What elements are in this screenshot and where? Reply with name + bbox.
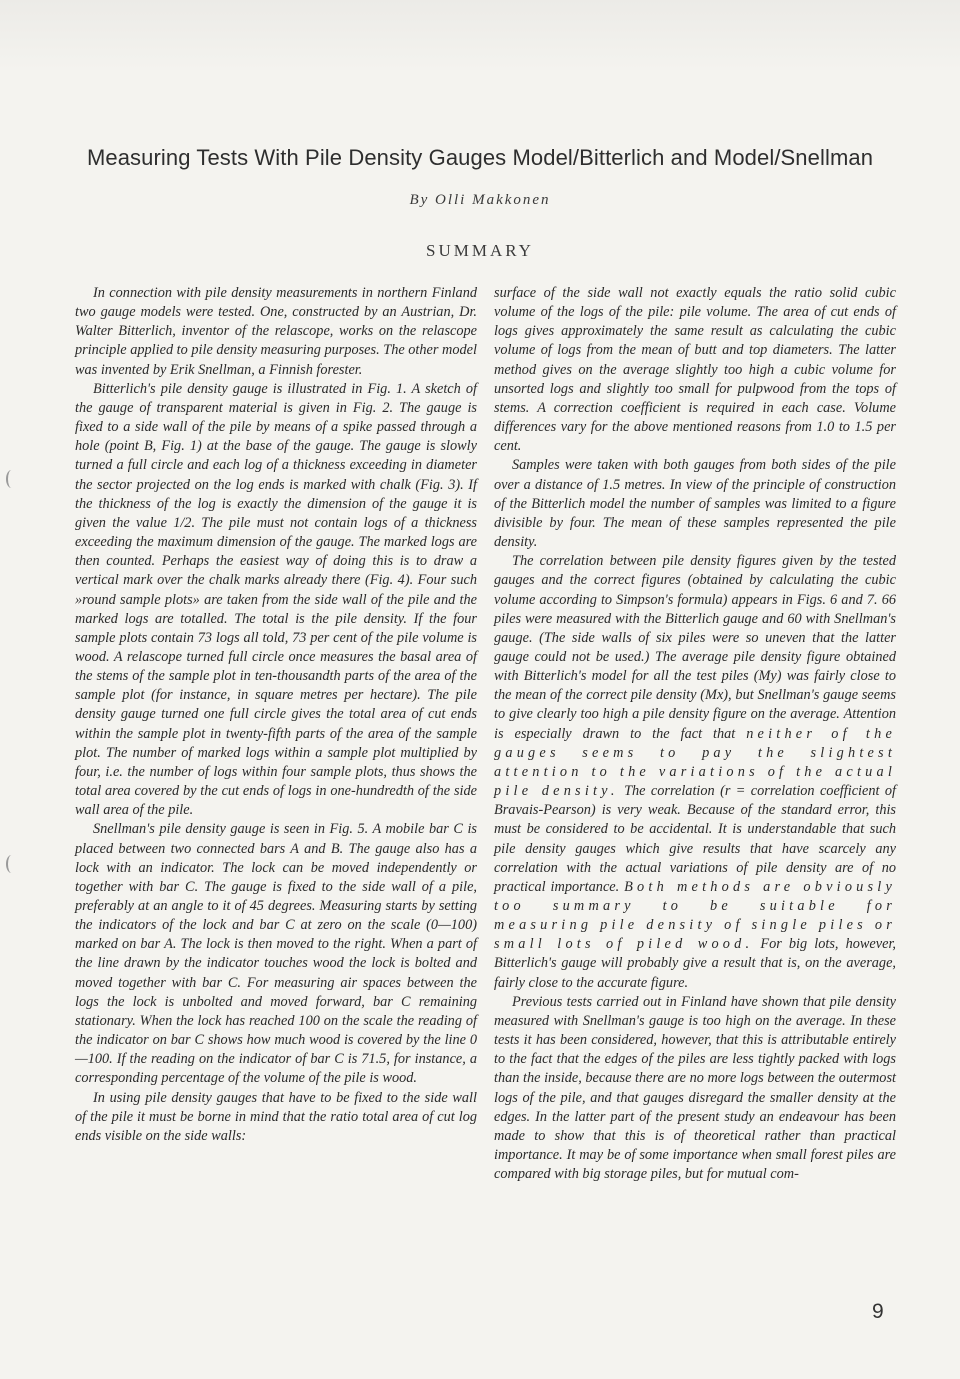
- paragraph: Snellman's pile density gauge is seen in Fig. 5. A mobile bar C is placed between two connected bars A and B. The gauge also has a lock with an indicator. The lock can be moved independently or together with bar C. The gauge is fixed to the side wall of a pile, preferably at an angle to it of 45 degrees. Measuring starts by setting the indicators of the lock and bar C at zero on the scale (0—100) marked on bar A. The lock is then moved to the right. When a part of the line drawn by the indicator touches wood the lock is bolted and moved together with bar C. For measuring air spaces between the logs the lock is unbolted and moved forward, bar C remaining stationary. When the lock has reached 100 on the scale the reading of the indicator on bar C shows how much wood is covered by the line 0—100. If the reading on the indicator of bar C is 71.5, for instance, a corresponding percentage of the volume of the pile is wood.: [75, 821, 477, 1087]
- paragraph: surface of the side wall not exactly equals the ratio solid cubic volume of the logs of the pile: pile volume. The area of cut ends of logs gives approximately the same result as calculating the cubic volume of logs from the mean of butt and top diameters. The latter method gives on the average slightly too high a cubic volume for unsorted logs and slightly too small for pulpwood from the tops of stems. A correction coefficient is required in each case. Volume differences vary for the above mentioned reasons from 1.0 to 1.5 per cent.: [494, 285, 896, 455]
- page-number: 9: [872, 1300, 884, 1323]
- paragraph-text: The correlation (r = correlation coefficient of Bravais-Pearson) is very weak. Because of the standard error, this must be considered to be accidental. It is understandable that such pile density gauges which give results that have scarcely any correlation with the actual variations of pile density are of no practical importance.: [494, 783, 896, 895]
- right-column: [494, 284, 896, 1184]
- binding-hole-mark: [6, 855, 17, 873]
- paragraph: Bitterlich's pile density gauge is illustrated in Fig. 1. A sketch of the gauge of transparent material is given in Fig. 2. The gauge is fixed to a side wall of the pile by means of a spike passed through a hole (point B, Fig. 1) at the base of the gauge. The gauge is slowly turned a full circle and each log of a thickness exceeding in diameter the sector projected on the log ends is marked with chalk (Fig. 3). If the thickness of the log is exactly the dimension of the gauge it is given the value 1/2. The pile must not contain logs of a thickness exceeding the maximum dimension of the gauge. The marked logs are then counted. Perhaps the easiest way of doing this is to draw a vertical mark over the chalk marks already there (Fig. 4). Four such »round sample plots» are taken from the side wall of the pile and the marked logs are totalled. The total is the pile density. If the four sample plots contain 73 logs all told, 73 per cent of the pile volume is wood. A relascope turned full circle once measures the basal area of the stems of the sample plot in ten-thousandth parts of the area of the sample plot (for instance, in square metres per hectare). The pile density gauge turned one full circle gives the total area of cut ends within the sample plot in twenty-fifth parts of the area of the sample plot. The number of marked logs within a sample plot multiplied by four, i.e. the number of logs within four sample plots, thus shows the total area covered by the cut ends of logs in one-hundredth of the side wall area of the pile.: [75, 380, 477, 819]
- binding-hole-mark: [6, 470, 17, 488]
- paragraph: In connection with pile density measurements in northern Finland two gauge models were tested. One, constructed by an Austrian, Dr. Walter Bitterlich, inventor of the relascope, works on the relascope principle applied to pile density measuring purposes. The other model was invented by Erik Snellman, a Finnish forester.: [75, 285, 477, 378]
- paragraph: Previous tests carried out in Finland have shown that pile density measured with Snellman's gauge is too high on the average. In these tests it has been considered, however, that this is attributable entirely to the fact that the edges of the piles are less tightly packed with logs than the inside, because there are no more logs between the outermost logs of the pile, and that gauges disregard the smaller density at the edges. In the latter part of the present study an endeavour has been made to show that this is of theoretical rather than practical importance. It may be of some importance when small forest piles are compared with big storage piles, but for mutual com-: [494, 993, 896, 1183]
- emphasized-text: Both methods are obviously too summary to be suitable for measuring pile density of single piles or small lots of piled wood.: [494, 878, 896, 953]
- scan-top-band: [0, 0, 960, 70]
- paragraph: In using pile density gauges that have to be fixed to the side wall of the pile it must be borne in mind that the ratio total area of cut log ends visible on the side walls:: [75, 1089, 477, 1144]
- paragraph-text: For big lots, however, Bitterlich's gauge will probably give a result that is, on the average, fairly close to the accurate figure.: [494, 936, 896, 991]
- left-column: [75, 284, 477, 1146]
- paragraph: Samples were taken with both gauges from both sides of the pile over a distance of 1.5 metres. In view of the principle of construction of the Bitterlich model the number of samples was limited to a figure divisible by four. The mean of these samples represented the pile density.: [494, 457, 896, 551]
- summary-heading: SUMMARY: [426, 241, 534, 260]
- paragraph-text: The correlation between pile density figures given by the tested gauges and the correct figures (obtained by calculating the cubic volume according to Simpson's formula) appears in Figs. 6 and 7. 66 piles were measured with the Bitterlich gauge and 60 with Snellman's gauge. (The side walls of six piles were so uneven that the latter gauge could not be used.) The average pile density figure obtained with Bitterlich's model for all the test piles (My) was fairly close to the mean of the correct pile density (Mx), but Snellman's gauge seems to give clearly too high a pile density figure on the average. Attention is especially drawn to the fact that: [494, 553, 896, 742]
- emphasized-text: neither of the gauges seems to pay the slightest attention to the variations of the actual pile density.: [494, 725, 896, 800]
- article-title: Measuring Tests With Pile Density Gauges Model/Bitterlich and Model/Snellman: [86, 145, 874, 170]
- paragraph: [494, 552, 896, 993]
- byline: By Olli Makkonen: [409, 192, 551, 208]
